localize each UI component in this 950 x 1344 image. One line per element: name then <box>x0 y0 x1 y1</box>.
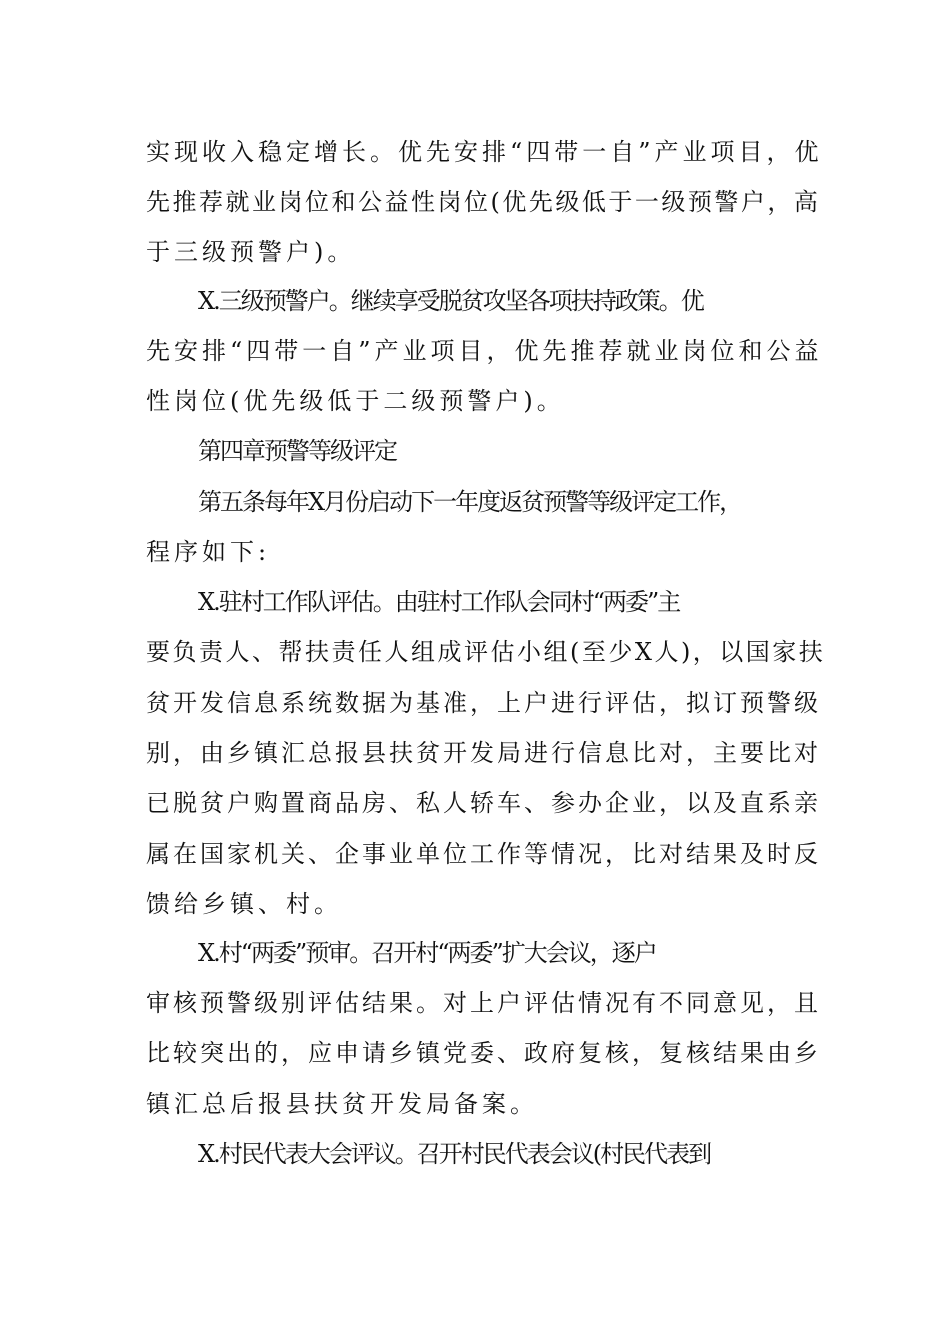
text-line: 要负责人、帮扶责任人组成评估小组(至少X人)，以国家扶 <box>146 638 826 666</box>
text-line: 先推荐就业岗位和公益性岗位(优先级低于一级预警户，高 <box>146 188 821 216</box>
text-line: 比较突出的，应申请乡镇党委、政府复核，复核结果由乡 <box>146 1039 821 1067</box>
text-line: 别，由乡镇汇总报县扶贫开发局进行信息比对，主要比对 <box>146 739 821 767</box>
text-line: X.三级预警户。继续享受脱贫攻坚各项扶持政策。优 <box>198 287 703 315</box>
text-line: 性岗位(优先级低于二级预警户)。 <box>146 387 565 415</box>
text-line: X.驻村工作队评估。由驻村工作队会同村“两委”主 <box>198 588 680 616</box>
text-line: 已脱贫户购置商品房、私人轿车、参办企业，以及直系亲 <box>146 789 821 817</box>
text-line: 先安排“四带一自”产业项目，优先推荐就业岗位和公益 <box>146 337 823 365</box>
text-line: 属在国家机关、企事业单位工作等情况，比对结果及时反 <box>146 840 821 868</box>
chapter-heading: 第四章预警等级评定 <box>198 437 396 465</box>
text-line: 程序如下: <box>146 538 271 566</box>
text-line: 于三级预警户)。 <box>146 238 356 266</box>
text-line: 实现收入稳定增长。优先安排“四带一自”产业项目，优 <box>146 138 823 166</box>
text-line: 镇汇总后报县扶贫开发局备案。 <box>146 1090 538 1118</box>
text-line: 第五条每年X月份启动下一年度返贫预警等级评定工作， <box>198 488 742 516</box>
text-line: 馈给乡镇、村。 <box>146 890 342 918</box>
text-line: 贫开发信息系统数据为基准，上户进行评估，拟订预警级 <box>146 689 821 717</box>
text-line: X.村民代表大会评议。召开村民代表会议(村民代表到 <box>198 1140 711 1168</box>
text-line: X.村“两委”预审。召开村“两委”扩大会议，逐户 <box>198 939 656 967</box>
text-line: 审核预警级别评估结果。对上户评估情况有不同意见，且 <box>146 989 821 1017</box>
